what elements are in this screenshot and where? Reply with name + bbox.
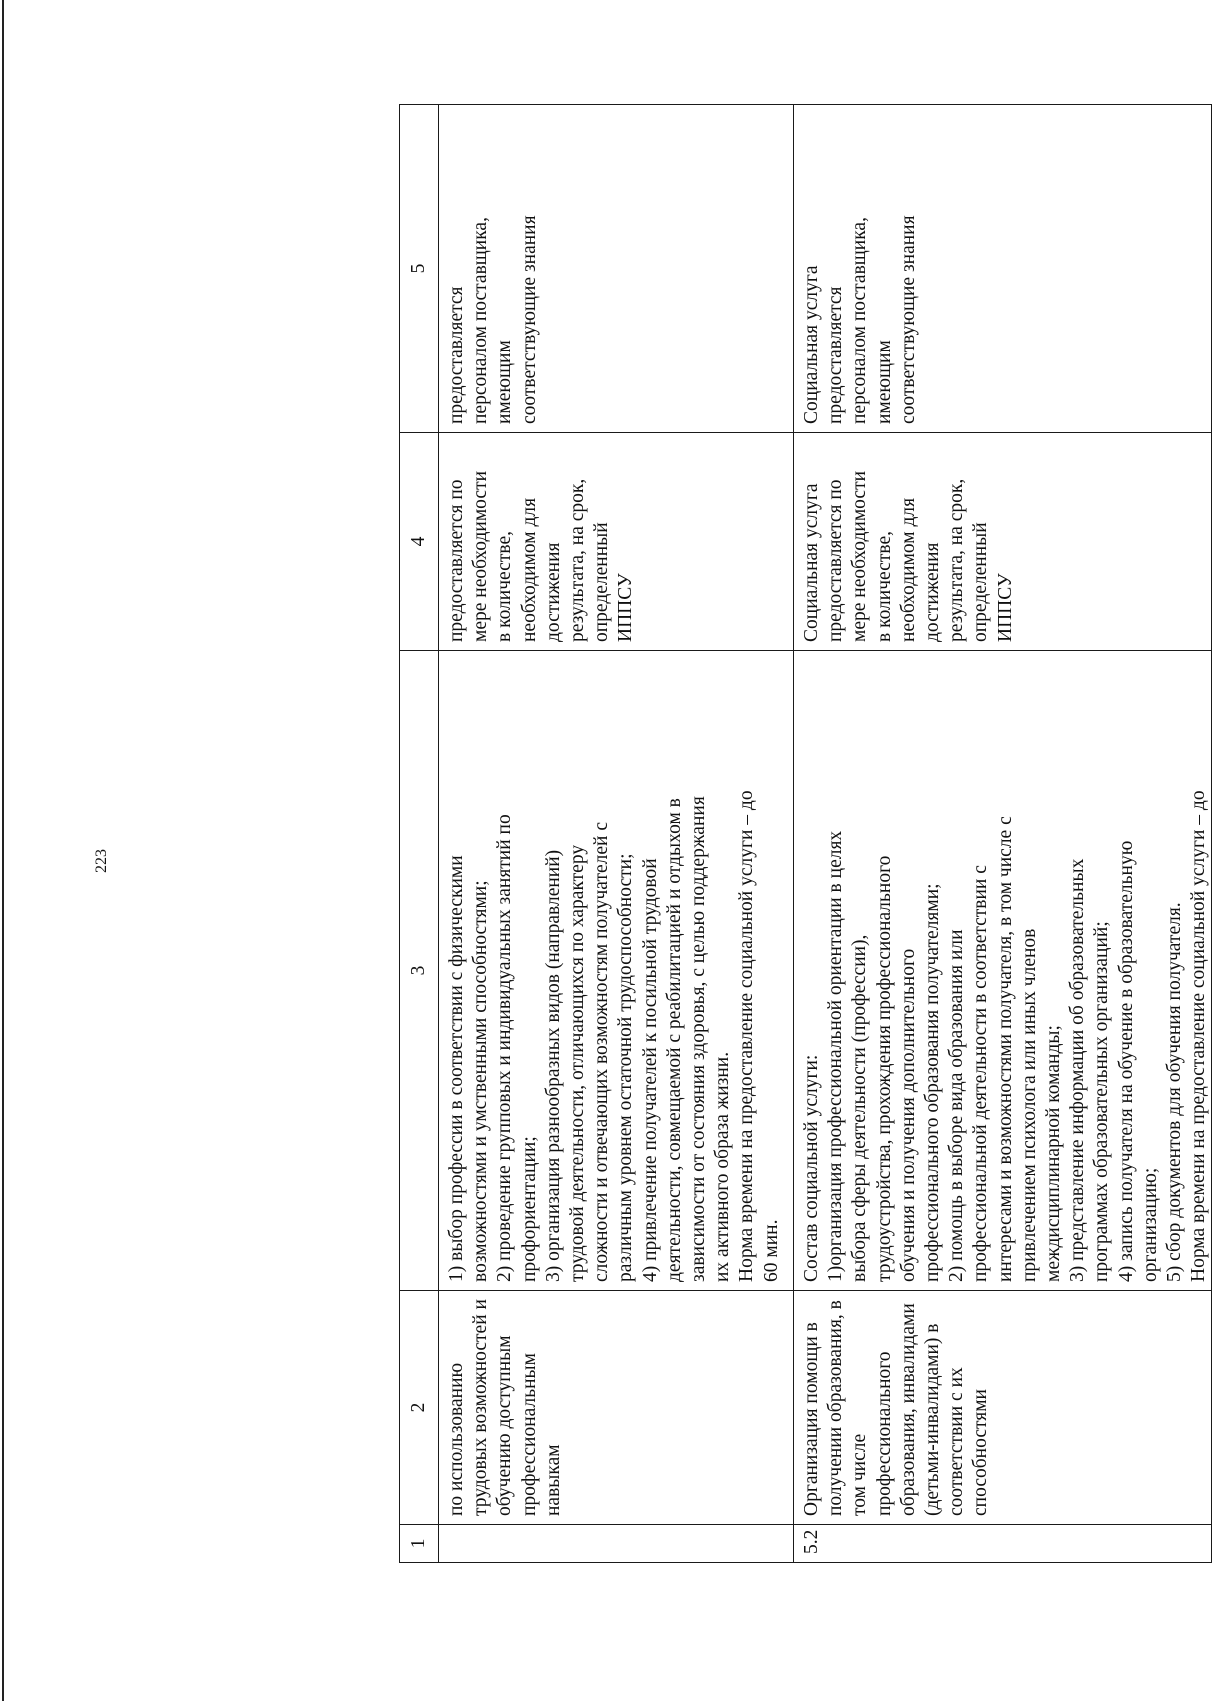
service-term: предоставляется по мере необходимости в количестве, необходимом для достижения результата, на срок, определенный ИППСУ <box>439 433 794 651</box>
service-conditions: предоставляется персоналом поставщика, имеющим соответствующие знания <box>439 105 794 433</box>
header-col-1: 1 <box>400 1525 439 1563</box>
row-number: 5.2 <box>794 1525 1212 1563</box>
service-name: по использованию трудовых возможностей и обучению доступным профессиональным навыкам <box>439 1291 794 1525</box>
scan-edge-line <box>2 0 4 1701</box>
rotated-page-content <box>399 105 1210 1563</box>
header-col-4: 4 <box>400 433 439 651</box>
service-conditions: Социальная услуга предоставляется персоналом поставщика, имеющим соответствующие знания <box>794 105 1212 433</box>
service-name: Организация помощи в получении образования, в том числе профессионального образования, инвалидами (детьми-инвалидами) в соответствии с их способностями <box>794 1291 1212 1525</box>
page-number: 223 <box>93 849 110 873</box>
header-col-5: 5 <box>400 105 439 433</box>
table-header-row <box>400 105 439 1563</box>
row-number <box>439 1525 794 1563</box>
services-table <box>399 104 1212 1563</box>
service-content: Состав социальной услуги: 1)организация профессиональной ориентации в целях выбора сферы деятельности (профессии), трудоустройства, прохождения профессионального обучения и получения дополнительного профессионального образования получателями; 2) помощь в выборе вида образования или профессиональной деятельности в соответствии с интересами и возможностями получателя, в том числе с привлечением психолога или иных членов междисциплинарной команды; 3) представление информации об образовательных программах образовательных организаций; 4) запись получателя на обучение в образовательную организацию; 5) сбор документов для обучения получателя. Норма времени на предоставление социальной услуги – до <box>794 651 1212 1291</box>
service-content: 1) выбор профессии в соответствии с физическими возможностями и умственными способностями; 2) проведение групповых и индивидуальных занятий по профориентации; 3) организация разнообразных видов (направлений) трудовой деятельности, отличающихся по характеру сложности и отвечающих возможностям получателей с различным уровнем остаточной трудоспособности; 4) привлечение получателей к посильной трудовой деятельности, совмещаемой с реабилитацией и отдыхом в зависимости от состояния здоровья, с целью поддержания их активного образа жизни. Норма времени на предоставление социальной услуги – до 60 мин. <box>439 651 794 1291</box>
header-col-3: 3 <box>400 651 439 1291</box>
table-row <box>439 105 794 1563</box>
table-row <box>794 105 1212 1563</box>
header-col-2: 2 <box>400 1291 439 1525</box>
service-term: Социальная услуга предоставляется по мере необходимости в количестве, необходимом для достижения результата, на срок, определенный ИППСУ <box>794 433 1212 651</box>
